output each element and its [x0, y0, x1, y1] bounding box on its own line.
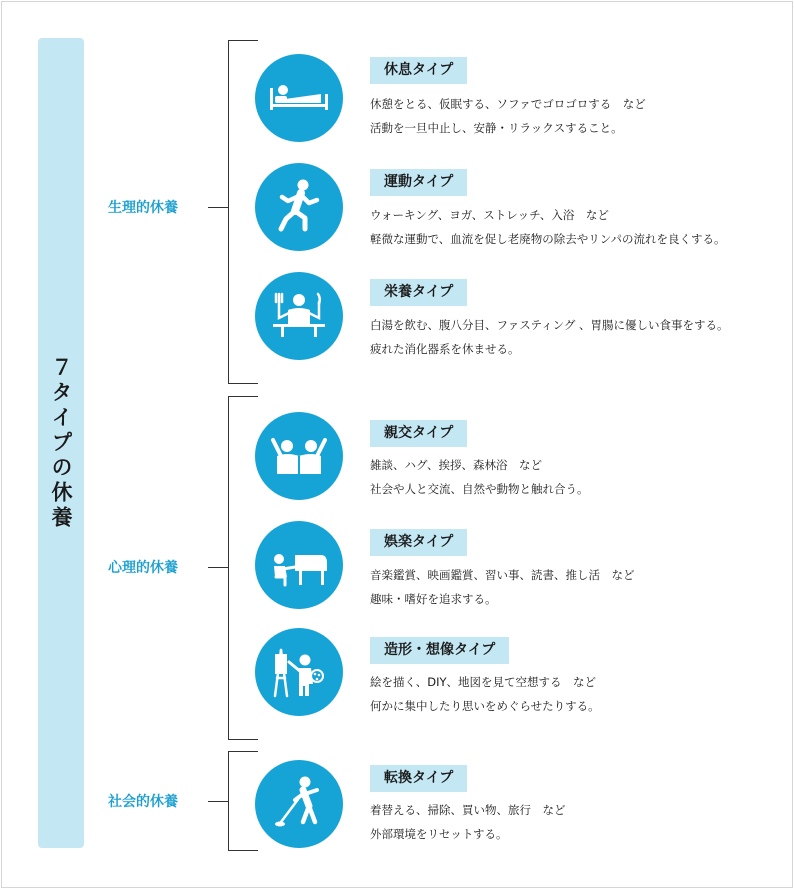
type-desc-nutrition-line1: 白湯を飲む、腹八分目、ファスティング 、胃腸に優しい食事をする。: [370, 318, 729, 332]
type-desc-creative-line2: 何かに集中したり思いをめぐらせたりする。: [370, 699, 600, 713]
connector-line: [208, 207, 228, 208]
group-label-psychological: 心理的休養: [108, 560, 178, 576]
runner-icon: [255, 163, 343, 251]
bracket-line: [228, 850, 258, 851]
type-name-social: 親交タイプ: [370, 420, 467, 447]
type-desc-exercise-line1: ウォーキング、ヨガ、ストレッチ、入浴 など: [370, 208, 609, 222]
cleaning-icon: [255, 760, 343, 848]
group-label-social: 社会的休養: [108, 794, 178, 810]
type-desc-entertainment-line2: 趣味・嗜好を追求する。: [370, 592, 497, 606]
type-desc-change-line1: 着替える、掃除、買い物、旅行 など: [370, 803, 566, 817]
connector-line: [208, 567, 228, 568]
type-desc-rest-line2: 活動を一旦中止し、安静・リラックスすること。: [370, 121, 623, 135]
bracket-line: [228, 396, 229, 739]
type-desc-social-line1: 雑談、ハグ、挨拶、森林浴 など: [370, 458, 543, 472]
type-name-change: 転換タイプ: [370, 765, 467, 792]
type-desc-rest-line1: 休憩をとる、仮眠する、ソファでゴロゴロする など: [370, 97, 646, 111]
group-label-physiological: 生理的休養: [108, 200, 178, 216]
type-desc-nutrition-line2: 疲れた消化器系を休ませる。: [370, 342, 520, 356]
type-desc-entertainment-line1: 音楽鑑賞、映画鑑賞、習い事、読書、推し活 など: [370, 568, 635, 582]
painter-icon: [255, 628, 343, 716]
type-name-creative: 造形・想像タイプ: [370, 637, 509, 664]
connector-line: [208, 801, 228, 802]
bracket-line: [228, 40, 258, 41]
bracket-line: [228, 396, 258, 397]
type-desc-creative-line1: 絵を描く、DIY、地図を見て空想する など: [370, 675, 597, 689]
type-name-entertainment: 娯楽タイプ: [370, 529, 467, 556]
diagram-title: ７タイプの休養: [49, 355, 73, 531]
bracket-line: [228, 40, 229, 383]
type-desc-change-line2: 外部環境をリセットする。: [370, 827, 508, 841]
type-name-rest: 休息タイプ: [370, 57, 467, 84]
bracket-line: [228, 739, 258, 740]
title-panel: [38, 38, 84, 848]
eating-icon: [255, 272, 343, 360]
type-name-exercise: 運動タイプ: [370, 169, 467, 196]
friends-icon: [255, 412, 343, 500]
bracket-line: [228, 751, 229, 850]
bracket-line: [228, 383, 258, 384]
type-desc-social-line2: 社会や人と交流、自然や動物と触れ合う。: [370, 482, 589, 496]
bed-icon: [255, 54, 343, 142]
bracket-line: [228, 751, 258, 752]
type-desc-exercise-line2: 軽微な運動で、血流を促し老廃物の除去やリンパの流れを良くする。: [370, 232, 726, 246]
piano-icon: [255, 521, 343, 609]
type-name-nutrition: 栄養タイプ: [370, 279, 467, 306]
